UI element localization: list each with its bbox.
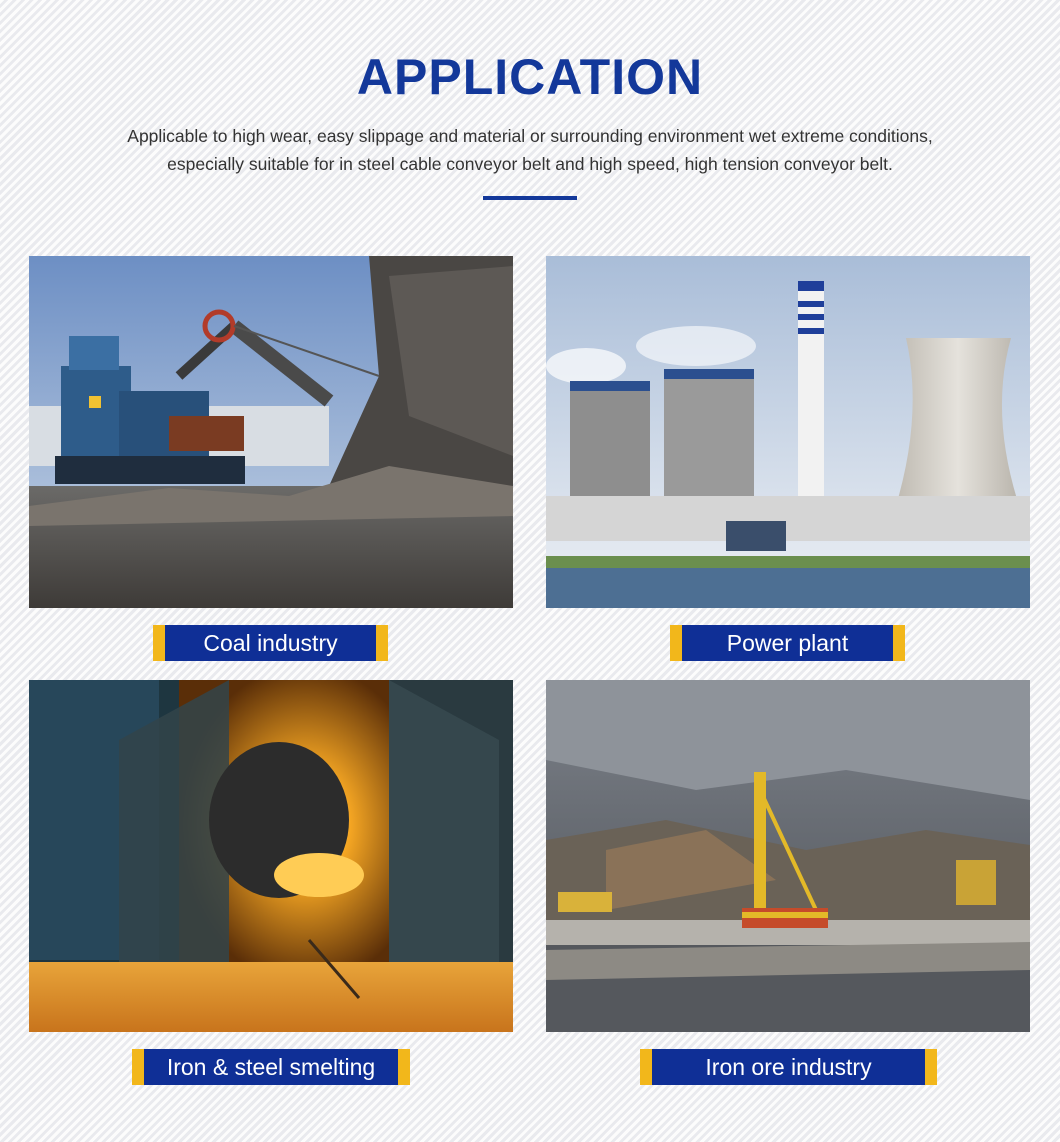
label-steel-smelting: Iron & steel smelting [132, 1049, 410, 1085]
iron-ore-photo [546, 680, 1030, 1032]
page-subtitle [40, 122, 1020, 178]
power-plant-photo [546, 256, 1030, 608]
subtitle-line-2: especially suitable for in steel cable conveyor belt and high speed, high tension conveyor belt. [167, 154, 893, 174]
title-divider [483, 196, 577, 200]
subtitle-line-1: Applicable to high wear, easy slippage and material or surrounding environment wet extreme conditions, [127, 126, 933, 146]
label-iron-ore-industry: Iron ore industry [640, 1049, 937, 1085]
steel-smelting-photo [29, 680, 513, 1032]
label-coal-industry: Coal industry [153, 625, 388, 661]
coal-industry-photo [29, 256, 513, 608]
page-title: APPLICATION [356, 49, 704, 105]
label-power-plant: Power plant [670, 625, 905, 661]
